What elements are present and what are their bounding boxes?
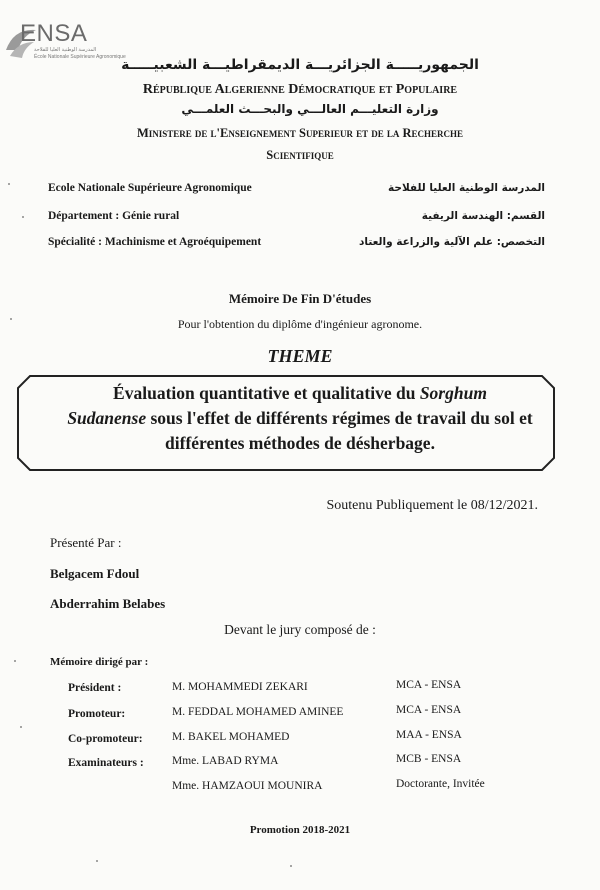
scan-speck: [10, 318, 12, 320]
theme-italic-2: Sudanense: [67, 408, 147, 428]
jury-intro: Devant le jury composé de :: [224, 622, 376, 637]
scan-speck: [290, 865, 292, 867]
departement-french: Département : Génie rural: [48, 210, 180, 222]
theme-label: THEME: [267, 346, 333, 366]
specialite-french: Spécialité : Machinisme et Agroéquipement: [48, 236, 262, 248]
theme-text-part1: Évaluation quantitative et qualitative du: [113, 383, 420, 403]
scan-speck: [14, 660, 16, 662]
jury-role: Examinateurs :: [68, 757, 144, 769]
scan-speck: [20, 726, 22, 728]
scan-speck: [22, 216, 24, 218]
logo-subline-french: École Nationale Supérieure Agronomique: [34, 54, 126, 60]
soutenance-date: Soutenu Publiquement le 08/12/2021.: [326, 498, 538, 513]
jury-grade: MCA - ENSA: [396, 704, 462, 716]
jury-grade: MCA - ENSA: [396, 679, 462, 691]
french-ministry-line2: Scientifique: [266, 148, 334, 162]
jury-grade: MCB - ENSA: [396, 753, 462, 765]
jury-role: Président :: [68, 682, 122, 694]
jury-role: Co-promoteur:: [68, 733, 143, 745]
student-name: Belgacem Fdoul: [50, 566, 140, 581]
theme-text-part2: sous l'effet de différents régimes de travail du sol et différentes méthodes de désherbage.: [146, 408, 533, 453]
french-republic-text: République Algerienne Démocratique et Populaire: [142, 82, 458, 97]
ecole-french: Ecole Nationale Supérieure Agronomique: [48, 182, 252, 194]
jury-name: Mme. HAMZAOUI MOUNIRA: [172, 780, 323, 792]
student-name: Abderrahim Belabes: [50, 596, 166, 611]
scan-speck: [8, 183, 10, 185]
specialite-arabic: التخصص: علم الآلية والزراعة والعتاد: [359, 236, 545, 248]
scan-speck: [96, 860, 98, 862]
arabic-republic-title: الجمهوريـــــة الجزائريـــة الديمقراطيـــة الشعبيـــــة: [121, 57, 479, 73]
theme-text: [40, 381, 560, 456]
jury-name: M. MOHAMMEDI ZEKARI: [172, 681, 308, 693]
promotion-years: Promotion 2018-2021: [249, 824, 351, 836]
jury-grade: MAA - ENSA: [396, 729, 462, 741]
dirige-par-label: Mémoire dirigé par :: [50, 656, 149, 668]
jury-grade: Doctorante, Invitée: [396, 778, 485, 790]
memoire-subtitle: Pour l'obtention du diplôme d'ingénieur agronome.: [177, 317, 423, 331]
theme-italic-1: Sorghum: [419, 383, 487, 403]
memoire-title: Mémoire De Fin D'études: [228, 291, 372, 306]
jury-name: M. BAKEL MOHAMED: [172, 731, 290, 743]
logo-text: ENSA: [20, 20, 88, 47]
presente-par-label: Présenté Par :: [50, 535, 122, 550]
arabic-ministry-title: وزارة التعليـــم العالـــي والبحـــث العلمـــي: [181, 102, 439, 116]
jury-role: Promoteur:: [68, 708, 126, 720]
french-ministry-title: [60, 122, 540, 166]
ecole-arabic: المدرسة الوطنية العليا للفلاحة: [388, 182, 545, 194]
logo-subline-arabic: المدرسة الوطنية العليا للفلاحة: [34, 47, 97, 53]
french-ministry-line1: Ministere de l'Enseignement Superieur et de la Recherche: [136, 126, 464, 140]
jury-name: Mme. LABAD RYMA: [172, 755, 279, 767]
jury-name: M. FEDDAL MOHAMED AMINEE: [172, 706, 344, 718]
departement-arabic: القسم: الهندسة الريفية: [421, 210, 545, 222]
french-republic-title: [0, 82, 600, 98]
